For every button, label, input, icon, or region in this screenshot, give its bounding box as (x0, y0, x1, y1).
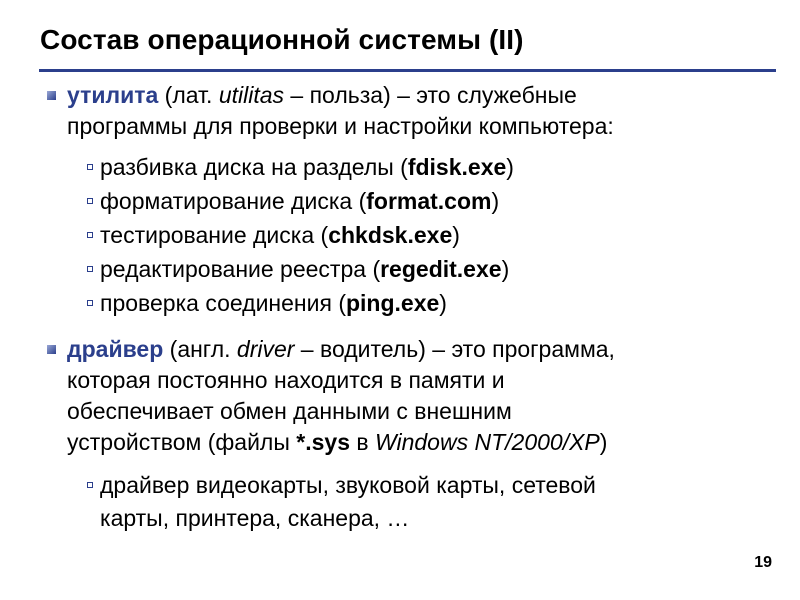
item-close: ) (439, 290, 447, 316)
bullet-utility (67, 80, 577, 111)
list-item (100, 186, 499, 217)
hollow-square-bullet-icon (87, 266, 93, 272)
hollow-square-bullet-icon (87, 164, 93, 170)
keyword-utility: утилита (67, 82, 159, 108)
utility-line2: программы для проверки и настройки компьютера: (67, 113, 614, 139)
item-close: ) (452, 222, 460, 248)
bullet-driver (67, 334, 615, 365)
item-text: редактирование реестра ( (100, 256, 381, 282)
driver-os: Windows NT/2000/XP (374, 429, 600, 455)
square-bullet-icon (47, 91, 56, 100)
driver-english: driver (236, 336, 295, 362)
item-file: fdisk.exe (407, 154, 507, 180)
driver-line4-close: ) (599, 429, 608, 455)
utility-def-part1: (лат. (158, 82, 219, 108)
hollow-square-bullet-icon (87, 300, 93, 306)
list-item (100, 152, 514, 183)
driver-line4-part2: в (349, 429, 375, 455)
hollow-square-bullet-icon (87, 232, 93, 238)
hollow-square-bullet-icon (87, 198, 93, 204)
item-text: проверка соединения ( (100, 290, 346, 316)
item-file: format.com (366, 188, 492, 214)
keyword-driver: драйвер (67, 336, 164, 362)
item-text: тестирование диска ( (100, 222, 329, 248)
page-number: 19 (754, 554, 772, 571)
driver-sub-line1: драйвер видеокарты, звуковой карты, сетевой (100, 472, 596, 498)
item-file: ping.exe (345, 290, 440, 316)
driver-line3: обеспечивает обмен данными с внешним (67, 398, 512, 424)
utility-latin: utilitas (218, 82, 285, 108)
item-close: ) (491, 188, 500, 214)
item-file: regedit.exe (380, 256, 502, 282)
item-close: ) (501, 256, 510, 282)
item-close: ) (506, 154, 514, 180)
driver-def-part2: – водитель) – это программа, (294, 336, 615, 362)
list-item (100, 470, 596, 501)
item-text: форматирование диска ( (100, 188, 367, 214)
list-item (100, 254, 509, 285)
slide-title: Состав операционной системы (II) (40, 24, 524, 55)
item-file: chkdsk.exe (328, 222, 453, 248)
driver-line4-part1: устройством (файлы (67, 429, 297, 455)
list-item (100, 288, 447, 319)
driver-line4 (67, 427, 607, 458)
title-underline (39, 69, 776, 72)
driver-sub-line2: карты, принтера, сканера, … (100, 505, 410, 531)
driver-def-part1: (англ. (163, 336, 237, 362)
hollow-square-bullet-icon (87, 482, 93, 488)
square-bullet-icon (47, 345, 56, 354)
item-text: разбивка диска на разделы ( (100, 154, 408, 180)
utility-def-part2: – польза) – это служебные (284, 82, 577, 108)
driver-file-mask: *.sys (296, 429, 350, 455)
driver-line2: которая постоянно находится в памяти и (67, 367, 505, 393)
list-item (100, 220, 460, 251)
